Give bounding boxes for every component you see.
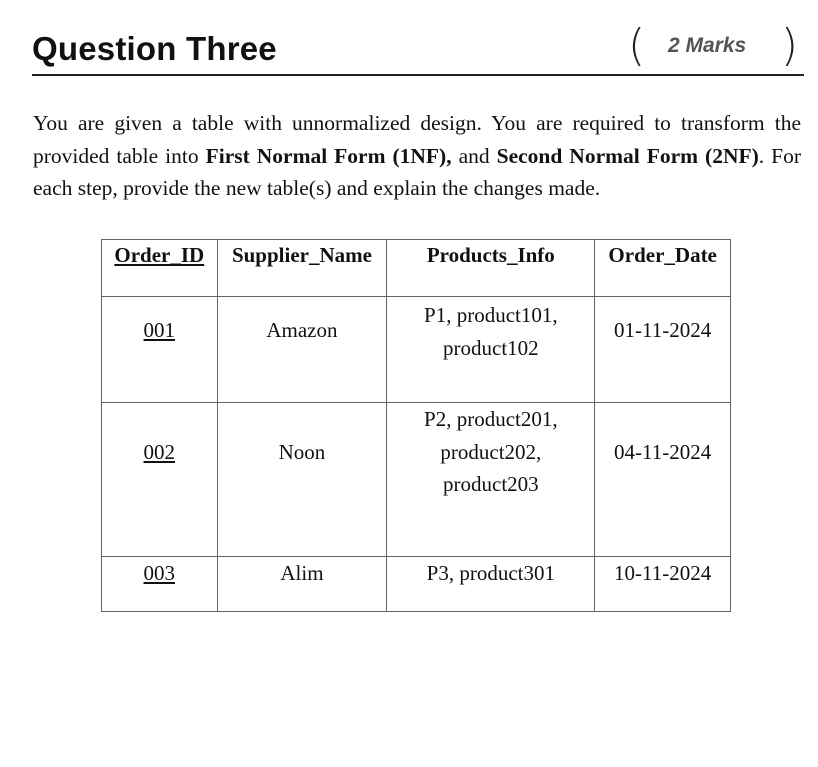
cell-order-date: 04-11-2024 bbox=[595, 403, 731, 557]
cell-order-id: 001 bbox=[102, 297, 218, 403]
intro-bold-2nf: Second Normal Form (2NF) bbox=[496, 143, 759, 168]
cell-order-id: 002 bbox=[102, 403, 218, 557]
header-order-id: Order_ID bbox=[102, 240, 218, 297]
table-row bbox=[102, 297, 731, 403]
cell-products: P1, product101, product102 bbox=[387, 297, 595, 403]
table-row bbox=[102, 557, 731, 612]
intro-bold-1nf: First Normal Form (1NF), bbox=[205, 143, 452, 168]
table-header-row bbox=[102, 240, 731, 297]
header-order-date: Order_Date bbox=[595, 240, 731, 297]
intro-text-3: . For each step, provide the new table(s) and explain the changes made. bbox=[33, 143, 802, 200]
intro-text-2: and bbox=[451, 143, 497, 168]
question-title: Question Three bbox=[32, 30, 277, 67]
marks-indicator bbox=[628, 22, 804, 70]
cell-products: P3, product301 bbox=[387, 557, 595, 612]
cell-supplier: Noon bbox=[217, 403, 387, 557]
question-instructions bbox=[33, 107, 801, 205]
intro-text-1: You are given a table with unnormalized design. You are required to transform the provided table into bbox=[33, 111, 801, 168]
header-supplier-name: Supplier_Name bbox=[217, 240, 387, 297]
cell-order-date: 01-11-2024 bbox=[595, 297, 731, 403]
cell-supplier: Alim bbox=[217, 557, 387, 612]
cell-order-date: 10-11-2024 bbox=[595, 557, 731, 612]
cell-products: P2, product201, product202, product203 bbox=[387, 403, 595, 557]
right-bracket-icon: ) bbox=[780, 20, 798, 71]
unnormalized-table bbox=[101, 239, 731, 612]
cell-supplier: Amazon bbox=[217, 297, 387, 403]
table-row bbox=[102, 403, 731, 557]
question-heading bbox=[32, 20, 804, 76]
left-bracket-icon: ( bbox=[628, 20, 646, 71]
marks-label: 2 Marks bbox=[668, 34, 747, 57]
cell-order-id: 003 bbox=[102, 557, 218, 612]
header-products-info: Products_Info bbox=[387, 240, 595, 297]
